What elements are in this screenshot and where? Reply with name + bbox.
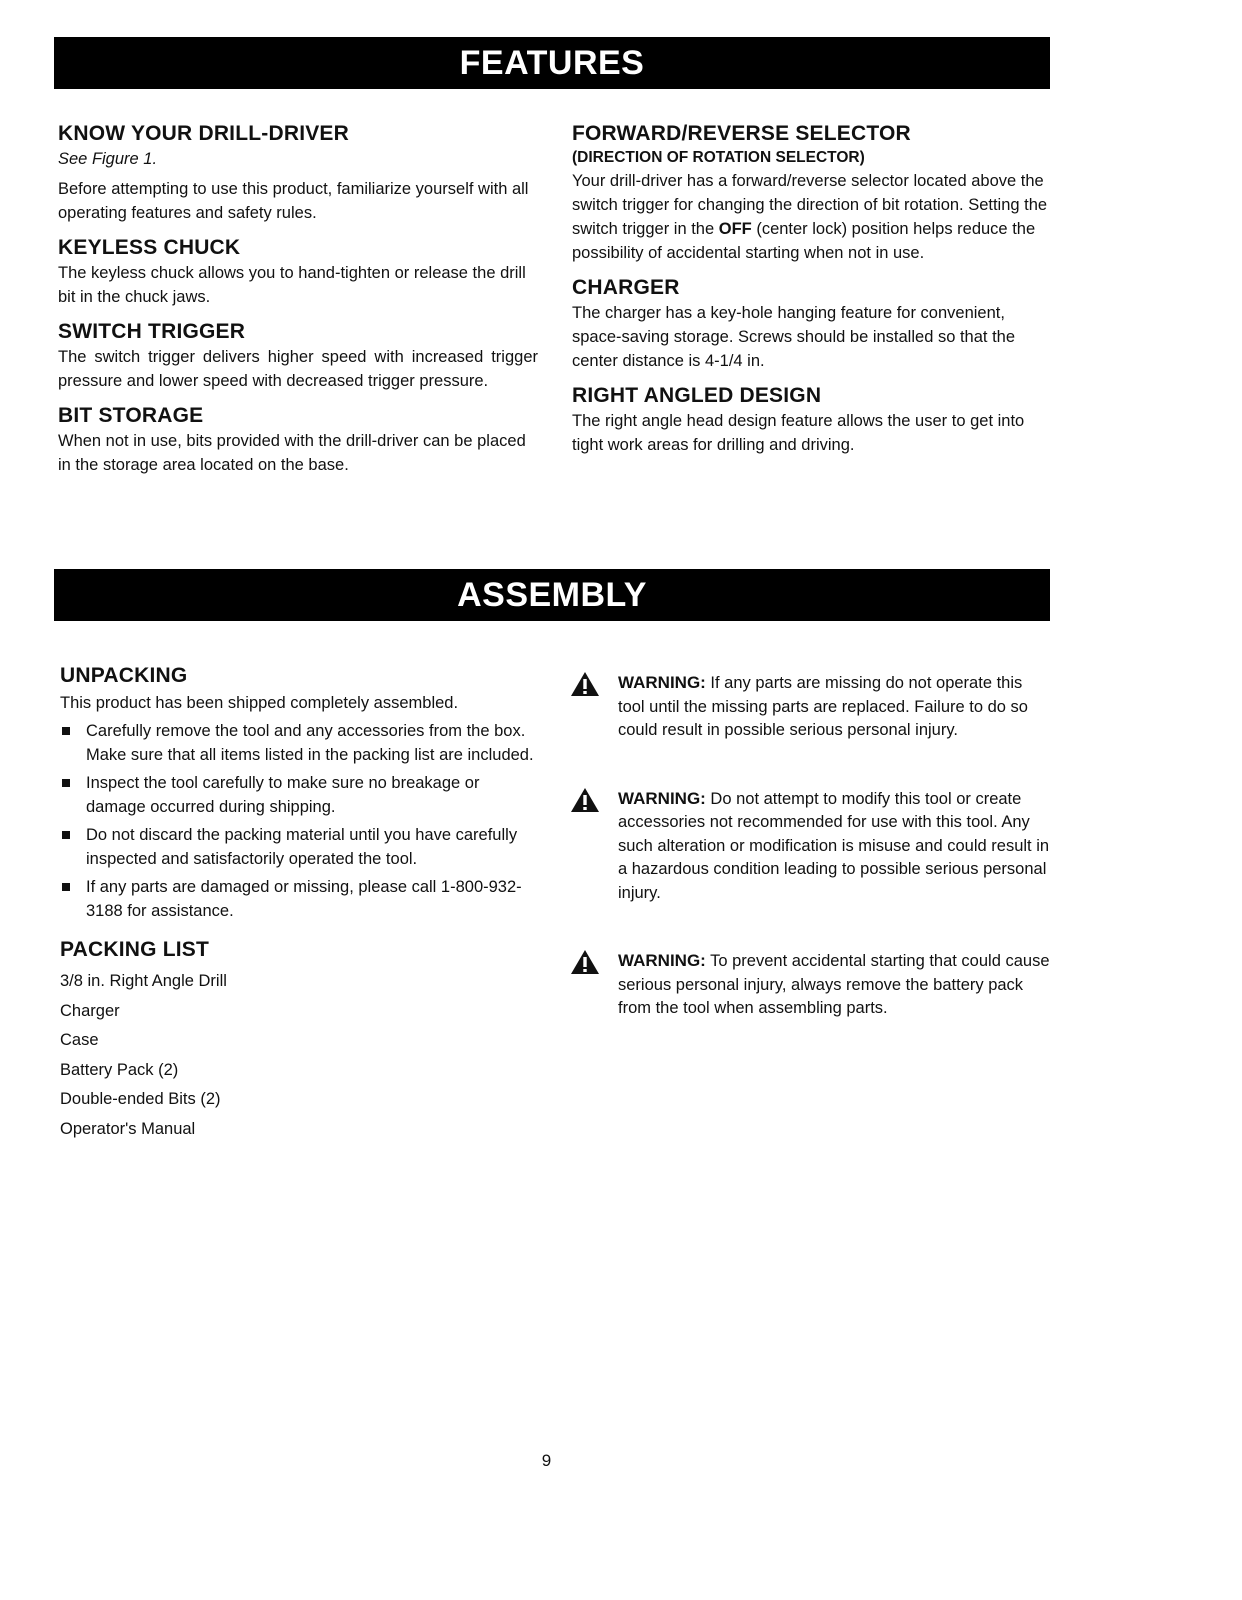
packing-list-item: Operator's Manual <box>60 1119 196 1138</box>
packing-list-item: Battery Pack (2) <box>60 1060 179 1079</box>
forward-reverse-text: Your drill-driver has a forward/reverse selector located above the switch trigger for changing the direction of bit rotation. Setting the switch trigger in the OFF (center lock) position helps reduce the possibility of accidental starting when not in use. <box>572 172 1048 262</box>
list-item: Carefully remove the tool and any accessories from the box. Make sure that all items listed in the packing list are included. <box>60 719 540 767</box>
warning-triangle-icon <box>570 787 600 813</box>
switch-trigger-text: The switch trigger delivers higher speed with increased trigger pressure and lower speed with decreased trigger pressure. <box>58 348 538 390</box>
unpacking-intro: This product has been shipped completely assembled. <box>60 694 459 712</box>
features-right-column <box>572 121 1056 457</box>
know-your-drill-text: Before attempting to use this product, familiarize yourself with all operating features and safety rules. <box>58 180 529 222</box>
bit-storage-heading: BIT STORAGE <box>58 404 204 427</box>
warning-label: WARNING: <box>618 788 706 808</box>
charger-heading: CHARGER <box>572 276 680 299</box>
warning-label: WARNING: <box>618 673 706 692</box>
packing-list-heading: PACKING LIST <box>60 938 210 961</box>
warning-triangle-icon <box>570 949 600 975</box>
warning-block <box>570 949 1050 1021</box>
keyless-chuck-heading: KEYLESS CHUCK <box>58 236 241 259</box>
warning-block <box>570 787 1050 906</box>
warnings-column <box>570 671 1050 1065</box>
bullet-square-icon <box>62 779 70 787</box>
warning-text: To prevent accidental starting that could cause serious personal injury, always remove the battery pack from the tool when assembling parts. <box>618 952 1050 1017</box>
features-banner: FEATURES <box>54 37 1050 89</box>
bit-storage-text: When not in use, bits provided with the drill-driver can be placed in the storage area located on the base. <box>58 432 526 474</box>
warning-triangle-icon <box>570 671 600 697</box>
list-item: Do not discard the packing material until you have carefully inspected and satisfactorily operated the tool. <box>60 823 540 871</box>
warning-block <box>570 671 1050 743</box>
right-angled-design-text: The right angle head design feature allows the user to get into tight work areas for drilling and driving. <box>572 412 1025 454</box>
list-item: If any parts are damaged or missing, please call 1-800-932-3188 for assistance. <box>60 875 540 923</box>
page-number: 9 <box>541 1451 552 1470</box>
warning-text: Do not attempt to modify this tool or create accessories not recommended for use with this tool. Any such alteration or modification is misuse and could result in a hazardous condition leading to possible serious personal injury. <box>618 789 1050 902</box>
assembly-left-column <box>60 663 540 1144</box>
keyless-chuck-text: The keyless chuck allows you to hand-tighten or release the drill bit in the chuck jaws. <box>58 264 526 306</box>
warning-text: If any parts are missing do not operate this tool until the missing parts are replaced. Failure to do so could result in possible serious personal injury. <box>618 674 1028 739</box>
know-your-drill-heading: KNOW YOUR DRILL-DRIVER <box>58 122 350 145</box>
switch-trigger-heading: SWITCH TRIGGER <box>58 320 246 343</box>
bullet-square-icon <box>62 883 70 891</box>
features-left-column <box>58 121 538 477</box>
unpacking-list <box>60 719 540 923</box>
assembly-banner: ASSEMBLY <box>54 569 1050 621</box>
bullet-square-icon <box>62 831 70 839</box>
see-figure-note: See Figure 1. <box>58 150 158 168</box>
charger-text: The charger has a key-hole hanging feature for convenient, space-saving storage. Screws should be installed so that the center distance is 4-1/4 in. <box>572 304 1016 370</box>
bullet-square-icon <box>62 727 70 735</box>
packing-list-item: Case <box>60 1031 99 1049</box>
direction-of-rotation-subheading: (DIRECTION OF ROTATION SELECTOR) <box>572 149 865 166</box>
packing-list-item: 3/8 in. Right Angle Drill <box>60 972 227 990</box>
unpacking-heading: UNPACKING <box>60 664 188 687</box>
forward-reverse-heading: FORWARD/REVERSE SELECTOR <box>572 122 911 145</box>
packing-list-item: Charger <box>60 1001 120 1020</box>
list-item: Inspect the tool carefully to make sure no breakage or damage occurred during shipping. <box>60 771 540 819</box>
right-angled-design-heading: RIGHT ANGLED DESIGN <box>572 384 822 407</box>
packing-list-item: Double-ended Bits (2) <box>60 1090 221 1108</box>
warning-label: WARNING: <box>618 951 706 970</box>
